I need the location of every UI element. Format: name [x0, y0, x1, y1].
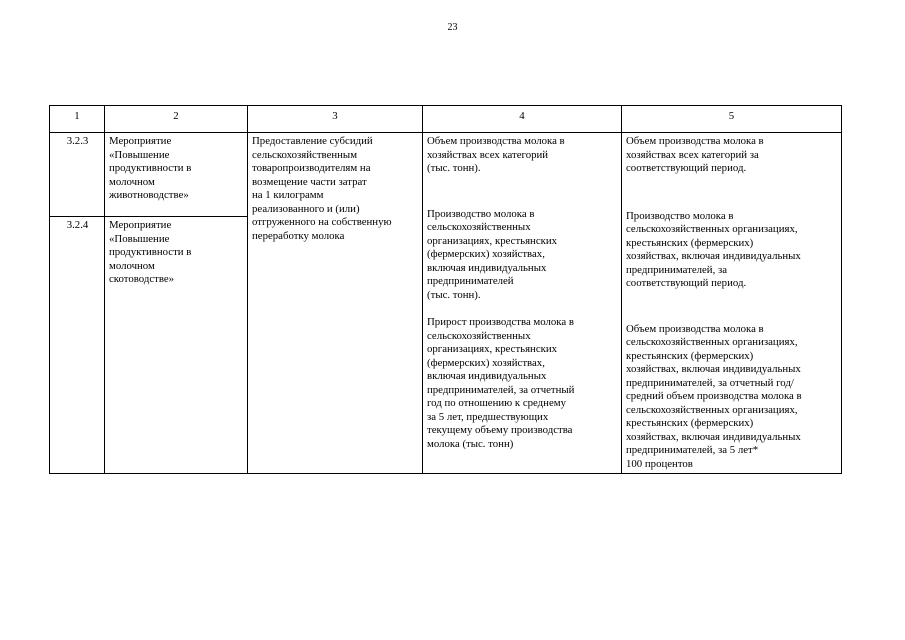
- indicator-milk-production: Производство молока в сельскохозяйственных организациях, крестьянских (фермерских) хозяйствах, включая индивидуальных предпринимателей (тыс. тонн).: [427, 207, 558, 301]
- measure-name: Мероприятие «Повышение продуктивности в молочном животноводстве»: [105, 133, 248, 217]
- calc-milk-volume: Объем производства молока в хозяйствах всех категорий за соответствующий период.: [626, 135, 764, 174]
- measure-name: Мероприятие «Повышение продуктивности в молочном скотоводстве»: [105, 217, 248, 474]
- header-col-4: 4: [423, 106, 622, 133]
- indicators-cell: [423, 133, 622, 474]
- calc-milk-growth: Объем производства молока в сельскохозяйственных организациях, крестьянских (фермерских) хозяйствах, включая индивидуальных предпринимателей, за отчетный год/ средний объем производства молока в сельскохозяйственных организациях, крестьянских (фермерских) хозяйствах, включая индивидуальных предпринимателей, за 5 лет* 100 процентов: [626, 322, 802, 470]
- header-row: [50, 106, 842, 133]
- header-col-1: 1: [50, 106, 105, 133]
- measure-description-cell: [248, 133, 423, 474]
- row-number: 3.2.4: [50, 217, 105, 474]
- page-number: 23: [447, 22, 458, 33]
- indicator-milk-volume: Объем производства молока в хозяйствах всех категорий (тыс. тонн).: [427, 135, 565, 174]
- measures-table: [49, 105, 842, 474]
- header-col-2: 2: [105, 106, 248, 133]
- measure-description: Предоставление субсидий сельскохозяйственным товаропроизводителям на возмещение части затрат на 1 килограмм реализованного и (или) отгруженного на собственную переработку молока: [252, 135, 392, 242]
- header-col-5: 5: [622, 106, 842, 133]
- table-row: [50, 133, 842, 217]
- row-number: 3.2.3: [50, 133, 105, 217]
- calculation-cell: [622, 133, 842, 474]
- indicator-milk-growth: Прирост производства молока в сельскохозяйственных организациях, крестьянских (фермерских) хозяйствах, включая индивидуальных предпринимателей, за отчетный год по отношению к среднему за 5 лет, предшествующих текущему объему производства молока (тыс. тонн): [427, 316, 575, 450]
- header-col-3: 3: [248, 106, 423, 133]
- calc-milk-production: Производство молока в сельскохозяйственных организациях, крестьянских (фермерских) хозяйствах, включая индивидуальных предпринимателей, за соответствующий период.: [626, 209, 801, 289]
